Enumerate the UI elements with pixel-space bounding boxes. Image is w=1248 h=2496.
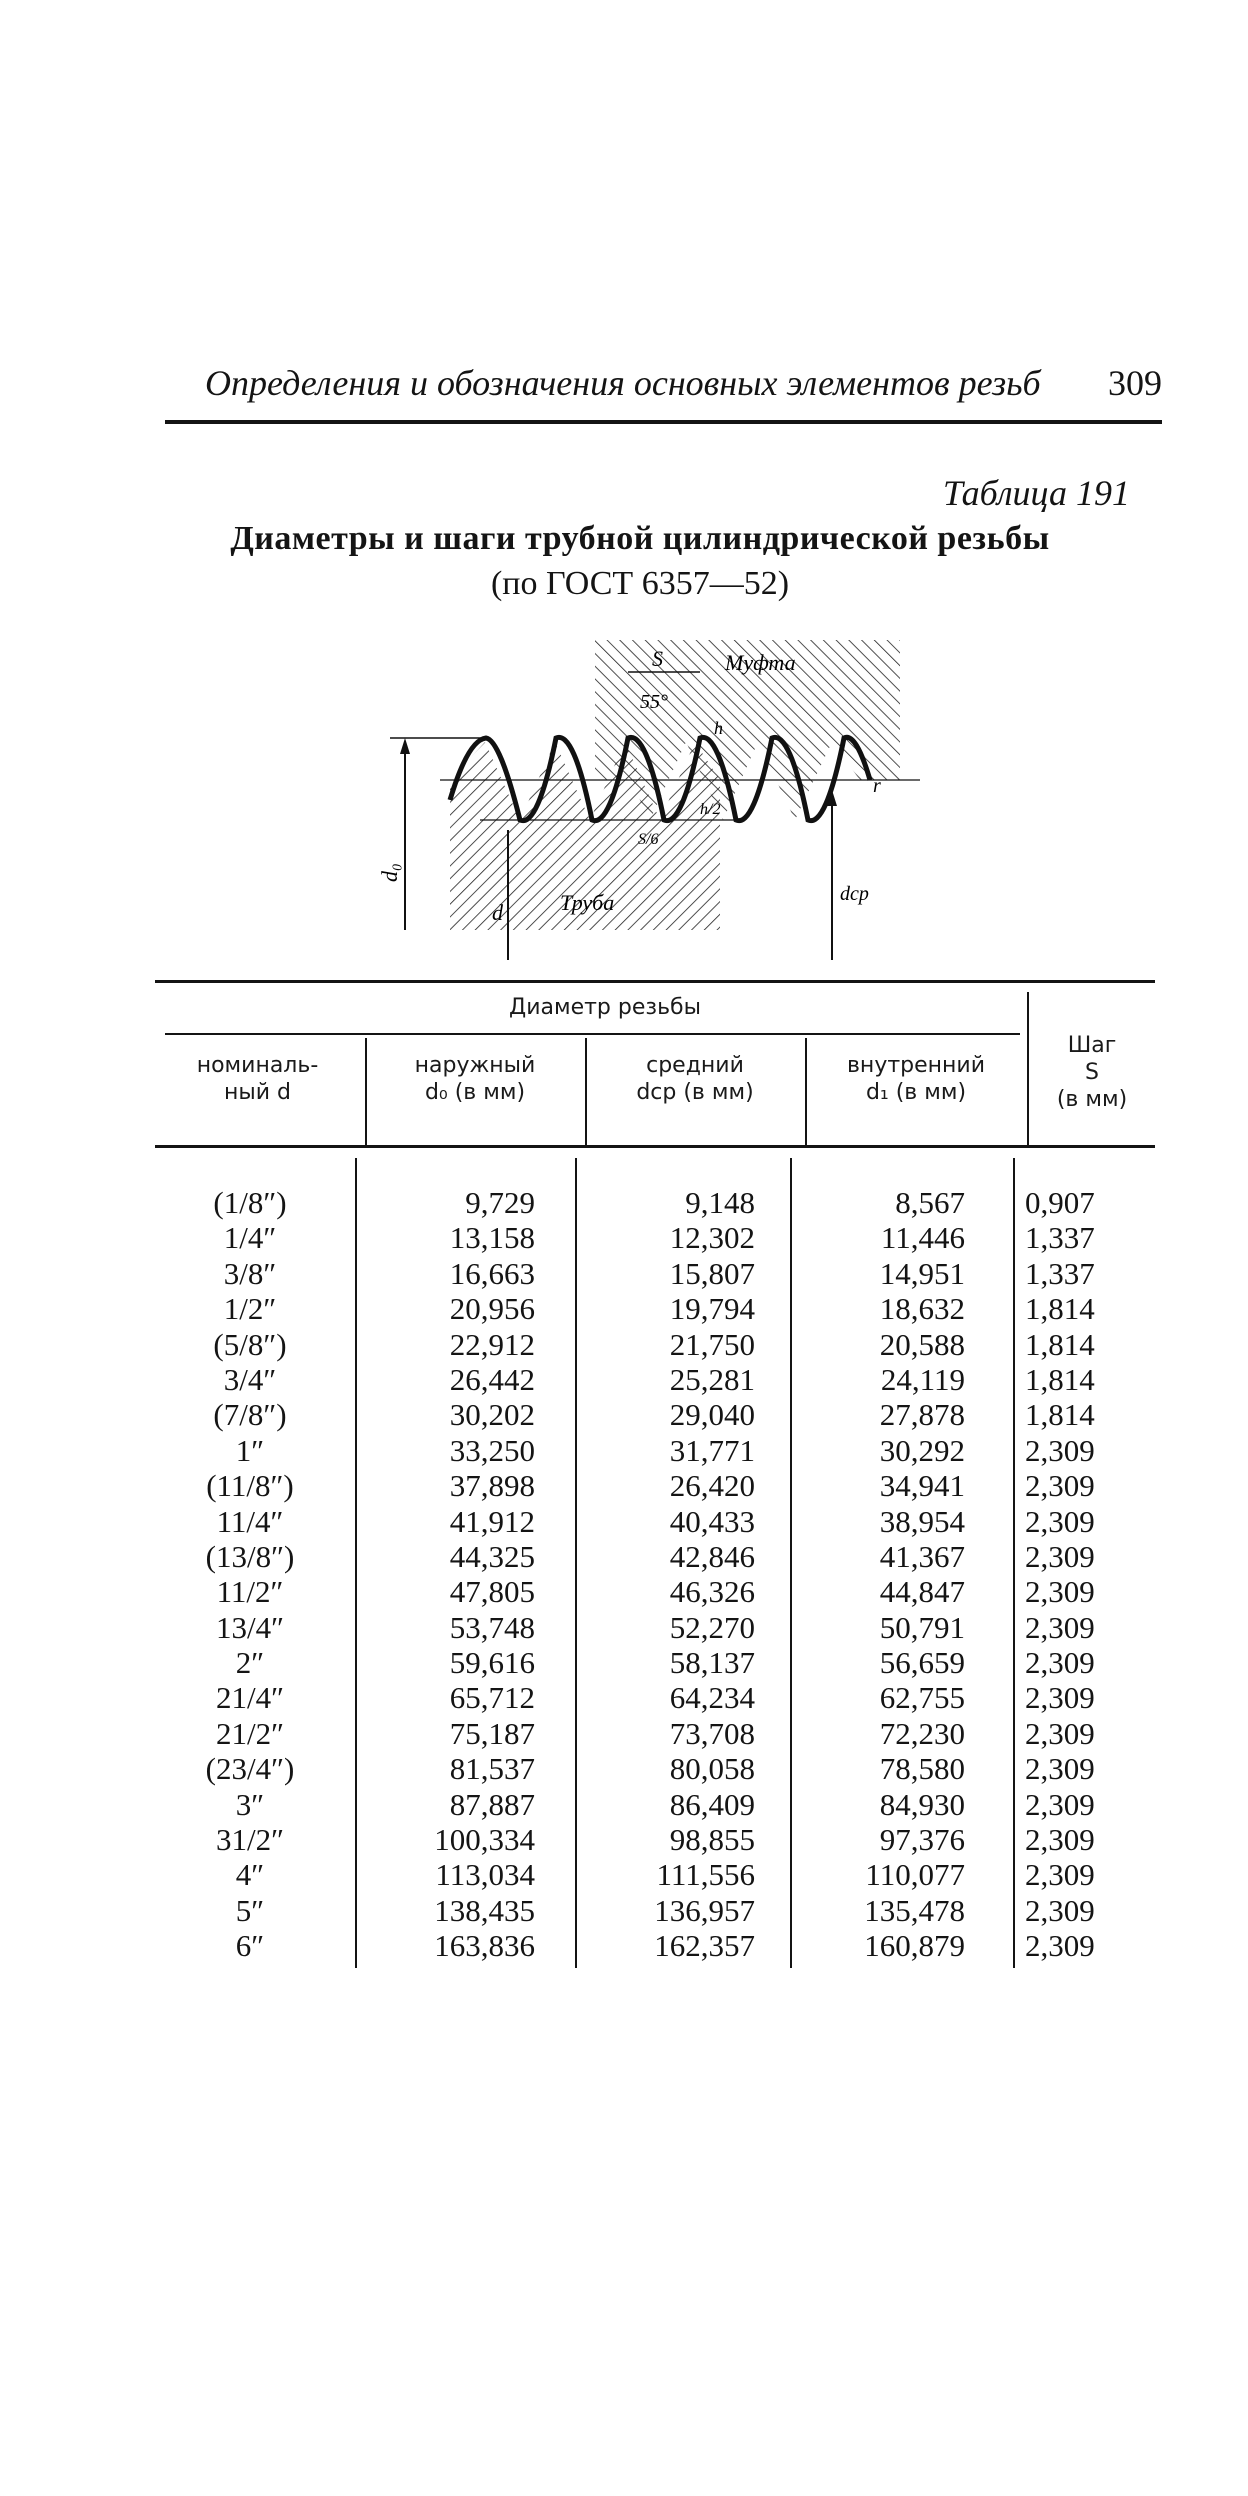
cell-inner: 34,941 (879, 1468, 965, 1504)
cell-nominal: 13/4″ (215, 1609, 285, 1645)
cell-inner: 18,632 (879, 1291, 965, 1327)
cell-nominal: (7/8″) (213, 1397, 287, 1433)
cell-inner: 160,879 (864, 1928, 965, 1964)
cell-pitch: 1,814 (1025, 1361, 1095, 1397)
cell-inner: 44,847 (879, 1574, 965, 1610)
cell-mean: 40,433 (669, 1503, 755, 1539)
header-diameter-group: Диаметр резьбы (509, 995, 701, 1020)
cell-mean: 52,270 (669, 1609, 755, 1645)
cell-mean: 15,807 (669, 1255, 755, 1291)
cell-mean: 64,234 (669, 1680, 755, 1716)
running-title: Определения и обозначения основных элементов резьб (205, 363, 1041, 403)
cell-mean: 111,556 (656, 1857, 755, 1893)
cell-mean: 42,846 (669, 1538, 755, 1574)
column-inner (795, 1185, 965, 1964)
cell-pitch: 0,907 (1025, 1185, 1095, 1220)
cell-nominal: (13/8″) (205, 1538, 295, 1574)
cell-pitch: 1,337 (1025, 1255, 1095, 1291)
header-pitch: Шаг S (в мм) (1056, 1033, 1128, 1112)
cell-pitch: 1,814 (1025, 1397, 1095, 1433)
cell-outer: 65,712 (449, 1680, 535, 1716)
cell-nominal: (23/4″) (205, 1751, 295, 1787)
cell-outer: 53,748 (449, 1609, 535, 1645)
thread-profile-diagram (377, 630, 920, 970)
cell-outer: 41,912 (449, 1503, 535, 1539)
cell-inner: 8,567 (895, 1185, 965, 1220)
cell-outer: 44,325 (449, 1538, 535, 1574)
cell-outer: 47,805 (449, 1574, 535, 1610)
header-bottom-rule (155, 1145, 1155, 1148)
header-inner: внутренний d₁ (в мм) (846, 1053, 986, 1105)
cell-nominal: 21/4″ (215, 1680, 285, 1716)
cell-nominal: 5″ (235, 1892, 265, 1928)
label-inner-diameter: d (492, 900, 503, 925)
table-top-rule (155, 980, 1155, 983)
cell-inner: 56,659 (879, 1645, 965, 1681)
cell-outer: 16,663 (449, 1255, 535, 1291)
column-outer (365, 1185, 535, 1964)
cell-pitch: 2,309 (1025, 1609, 1095, 1645)
label-pipe: Труба (560, 890, 615, 915)
cell-mean: 12,302 (669, 1220, 755, 1256)
column-mean (585, 1185, 755, 1964)
cell-outer: 30,202 (449, 1397, 535, 1433)
cell-mean: 26,420 (669, 1468, 755, 1504)
cell-outer: 59,616 (449, 1645, 535, 1681)
column-nominal (155, 1185, 345, 1964)
cell-mean: 86,409 (669, 1786, 755, 1822)
cell-nominal: 2″ (235, 1645, 265, 1681)
cell-nominal: 1″ (235, 1432, 265, 1468)
cell-pitch: 2,309 (1025, 1680, 1095, 1716)
cell-nominal: 6″ (235, 1928, 265, 1964)
header-nominal: номиналь- ный d (196, 1053, 319, 1105)
table-label: Таблица 191 (942, 473, 1130, 513)
label-coupling: Муфта (725, 650, 796, 675)
cell-pitch: 1,337 (1025, 1220, 1095, 1256)
cell-outer: 26,442 (449, 1361, 535, 1397)
cell-pitch: 2,309 (1025, 1538, 1095, 1574)
cell-pitch: 2,309 (1025, 1468, 1095, 1504)
cell-pitch: 2,309 (1025, 1786, 1095, 1822)
label-s-sixth: S/6 (638, 831, 659, 848)
cell-nominal: 3″ (235, 1786, 265, 1822)
cell-pitch: 2,309 (1025, 1503, 1095, 1539)
cell-pitch: 2,309 (1025, 1574, 1095, 1610)
cell-outer: 113,034 (435, 1857, 535, 1893)
cell-nominal: (5/8″) (213, 1326, 287, 1362)
cell-nominal: 11/4″ (216, 1503, 284, 1539)
cell-inner: 41,367 (879, 1538, 965, 1574)
cell-nominal: 4″ (235, 1857, 265, 1893)
cell-nominal: (1/8″) (213, 1185, 287, 1220)
cell-mean: 21,750 (669, 1326, 755, 1362)
cell-mean: 162,357 (654, 1928, 755, 1964)
cell-mean: 136,957 (654, 1892, 755, 1928)
cell-nominal: 1/2″ (223, 1291, 277, 1327)
label-pitch: S (652, 646, 663, 671)
label-outer-diameter: d₀ (377, 863, 402, 882)
label-mean-diameter: dср (840, 883, 869, 905)
label-h: h (714, 718, 723, 738)
cell-mean: 73,708 (669, 1715, 755, 1751)
cell-inner: 30,292 (879, 1432, 965, 1468)
header-rule (165, 420, 1162, 424)
cell-nominal: 3/8″ (223, 1255, 277, 1291)
page-number: 309 (1108, 363, 1162, 403)
group-rule (165, 1033, 1020, 1035)
cell-nominal: 3/4″ (223, 1361, 277, 1397)
cell-pitch: 2,309 (1025, 1751, 1095, 1787)
cell-inner: 97,376 (879, 1822, 965, 1858)
cell-mean: 98,855 (669, 1822, 755, 1858)
label-h-half: h/2 (700, 801, 721, 818)
cell-nominal: 1/4″ (223, 1220, 277, 1256)
cell-outer: 75,187 (449, 1715, 535, 1751)
cell-outer: 37,898 (449, 1468, 535, 1504)
cell-pitch: 2,309 (1025, 1432, 1095, 1468)
cell-outer: 87,887 (449, 1786, 535, 1822)
cell-mean: 25,281 (669, 1361, 755, 1397)
table-title: Диаметры и шаги трубной цилиндрической резьбы (230, 520, 1050, 557)
thread-table (155, 980, 1155, 1970)
cell-outer: 138,435 (434, 1892, 535, 1928)
cell-mean: 9,148 (685, 1185, 755, 1220)
cell-pitch: 2,309 (1025, 1822, 1095, 1858)
cell-outer: 20,956 (449, 1291, 535, 1327)
cell-outer: 100,334 (434, 1822, 535, 1858)
cell-mean: 29,040 (669, 1397, 755, 1433)
cell-inner: 78,580 (879, 1751, 965, 1787)
table-subtitle: (по ГОСТ 6357—52) (490, 565, 790, 602)
cell-mean: 19,794 (669, 1291, 755, 1327)
cell-inner: 11,446 (880, 1220, 965, 1256)
label-angle: 55° (640, 691, 668, 713)
column-pitch (1025, 1185, 1145, 1964)
label-radius: r (873, 775, 881, 797)
cell-pitch: 2,309 (1025, 1715, 1095, 1751)
cell-nominal: (11/8″) (206, 1468, 294, 1504)
cell-outer: 33,250 (449, 1432, 535, 1468)
cell-inner: 110,077 (865, 1857, 965, 1893)
cell-inner: 27,878 (879, 1397, 965, 1433)
cell-inner: 14,951 (879, 1255, 965, 1291)
cell-inner: 20,588 (879, 1326, 965, 1362)
cell-nominal: 21/2″ (215, 1715, 285, 1751)
cell-inner: 135,478 (864, 1892, 965, 1928)
cell-outer: 13,158 (449, 1220, 535, 1256)
cell-pitch: 1,814 (1025, 1291, 1095, 1327)
header-outer: наружный d₀ (в мм) (414, 1053, 536, 1105)
cell-pitch: 1,814 (1025, 1326, 1095, 1362)
cell-outer: 163,836 (434, 1928, 535, 1964)
cell-mean: 46,326 (669, 1574, 755, 1610)
cell-pitch: 2,309 (1025, 1857, 1095, 1893)
cell-inner: 72,230 (879, 1715, 965, 1751)
cell-inner: 50,791 (879, 1609, 965, 1645)
cell-mean: 31,771 (669, 1432, 755, 1468)
cell-inner: 62,755 (879, 1680, 965, 1716)
cell-pitch: 2,309 (1025, 1892, 1095, 1928)
cell-mean: 58,137 (669, 1645, 755, 1681)
cell-mean: 80,058 (669, 1751, 755, 1787)
cell-inner: 24,119 (880, 1361, 965, 1397)
cell-outer: 9,729 (465, 1185, 535, 1220)
cell-inner: 38,954 (879, 1503, 965, 1539)
cell-outer: 81,537 (449, 1751, 535, 1787)
header-mean: средний dср (в мм) (636, 1053, 754, 1105)
cell-nominal: 11/2″ (216, 1574, 284, 1610)
cell-nominal: 31/2″ (215, 1822, 285, 1858)
cell-inner: 84,930 (879, 1786, 965, 1822)
cell-pitch: 2,309 (1025, 1645, 1095, 1681)
cell-pitch: 2,309 (1025, 1928, 1095, 1964)
cell-outer: 22,912 (449, 1326, 535, 1362)
